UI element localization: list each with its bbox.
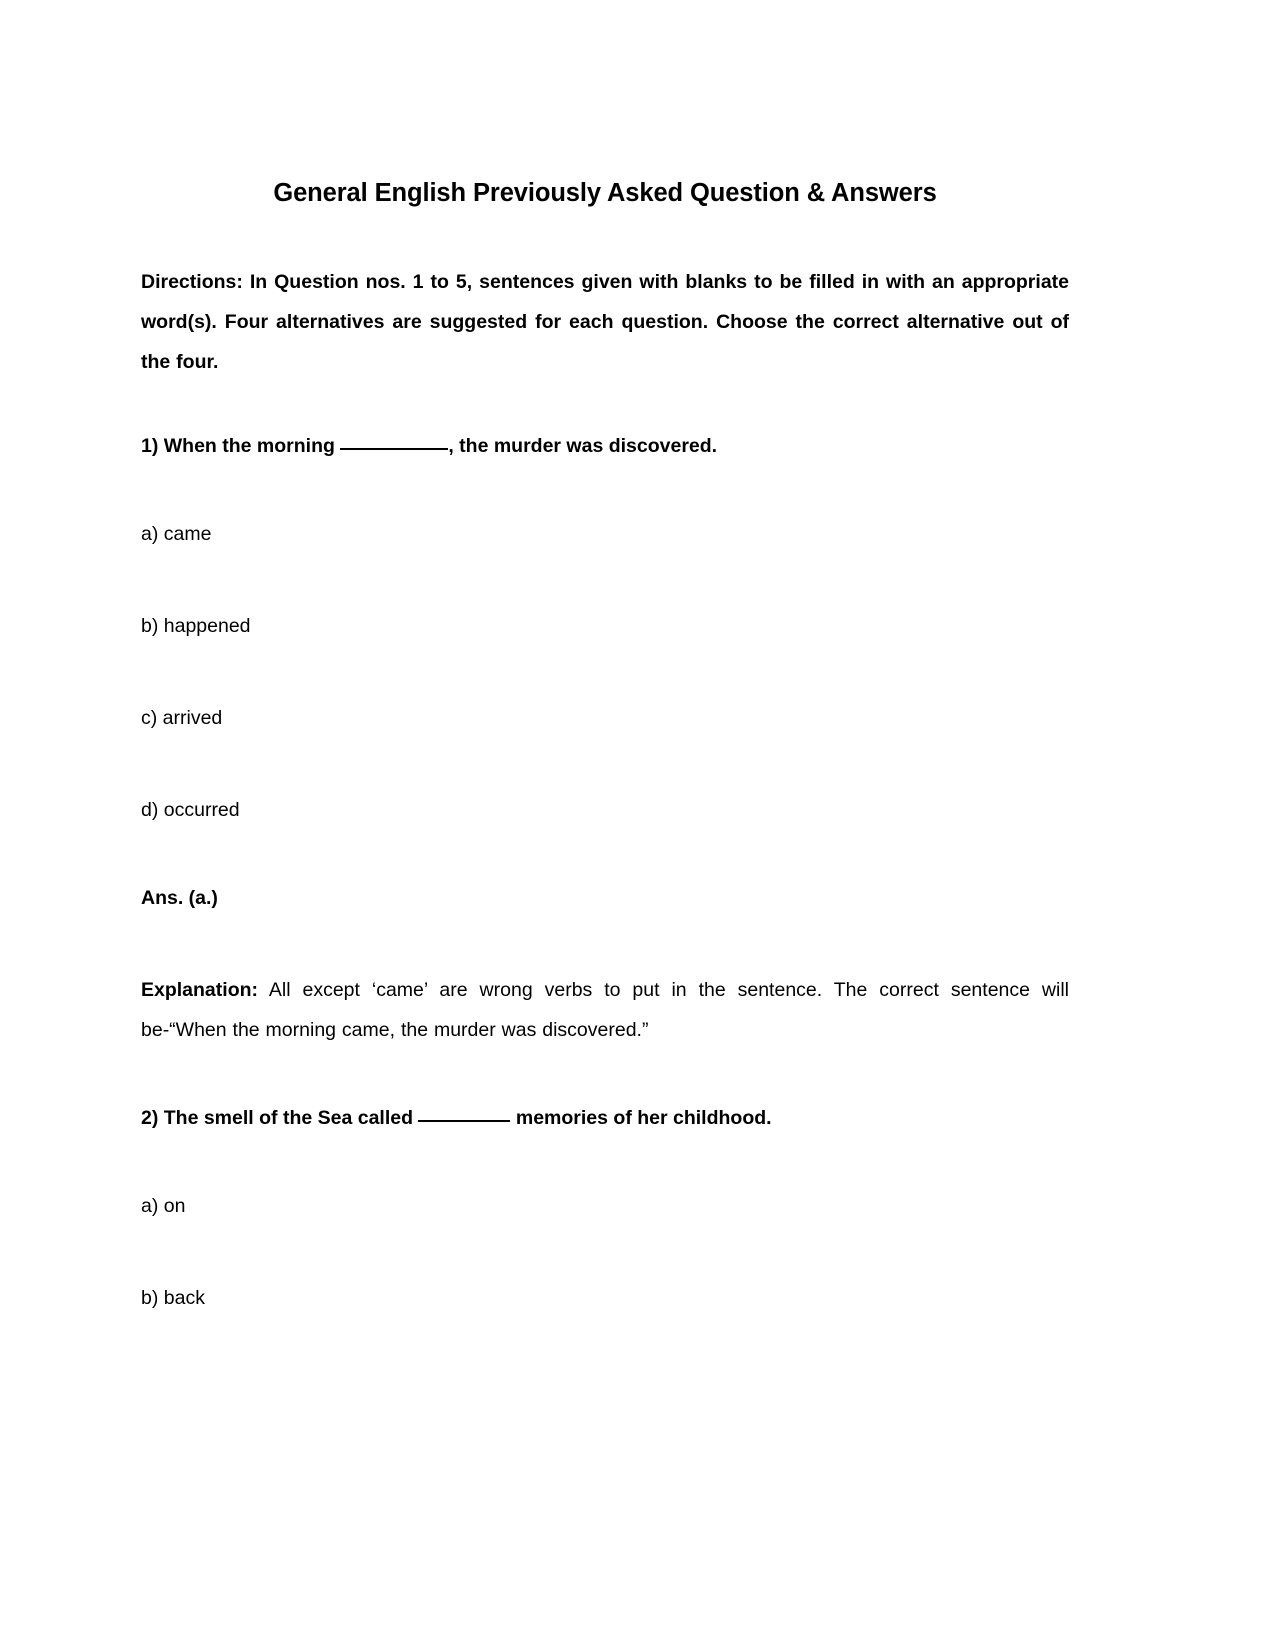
explanation-text: All except ‘came’ are wrong verbs to put in the sentence. The correct sentence will be-“When the morning came, the murder was discovered.”: [141, 978, 1069, 1041]
spacer: [141, 554, 1069, 606]
question-1-stem-before: 1) When the morning: [141, 434, 341, 457]
spacer: [141, 1050, 1069, 1098]
spacer: [141, 210, 1069, 262]
spacer: [141, 918, 1069, 970]
spacer: [141, 1226, 1069, 1278]
directions-text: In Question nos. 1 to 5, sentences given with blanks to be filled in with an appropriate word(s). Four alternatives are suggested for each question. Choose the correct alternative out of the four.: [141, 270, 1069, 373]
spacer: [141, 1138, 1069, 1186]
question-1-answer: Ans. (a.): [141, 886, 218, 909]
explanation-label: Explanation:: [141, 978, 259, 1001]
question-1-option-c[interactable]: c) arrived: [141, 706, 223, 729]
question-2-stem: [141, 1098, 1069, 1138]
question-2-stem-after: memories of her childhood.: [510, 1106, 772, 1129]
question-2-option-b[interactable]: b) back: [141, 1286, 205, 1309]
spacer: [141, 738, 1069, 790]
document-content: [141, 0, 1069, 1318]
spacer: [141, 646, 1069, 698]
question-1-stem: [141, 426, 1069, 466]
spacer: [141, 830, 1069, 878]
directions-label: Directions:: [141, 270, 243, 293]
question-2-blank: [418, 1120, 510, 1122]
directions-paragraph: [141, 262, 1069, 382]
question-1-explanation: [141, 970, 1069, 1050]
spacer: [141, 466, 1069, 514]
question-1-option-b[interactable]: b) happened: [141, 614, 251, 637]
question-2-option-a[interactable]: a) on: [141, 1194, 186, 1217]
question-1-stem-after: , the murder was discovered.: [448, 434, 718, 457]
spacer: [141, 382, 1069, 426]
question-2-stem-before: 2) The smell of the Sea called: [141, 1106, 419, 1129]
page-title: General English Previously Asked Question & Answers: [273, 179, 937, 207]
question-1-option-a[interactable]: a) came: [141, 522, 212, 545]
question-1-blank: [340, 448, 448, 450]
question-1-option-d[interactable]: d) occurred: [141, 798, 240, 821]
